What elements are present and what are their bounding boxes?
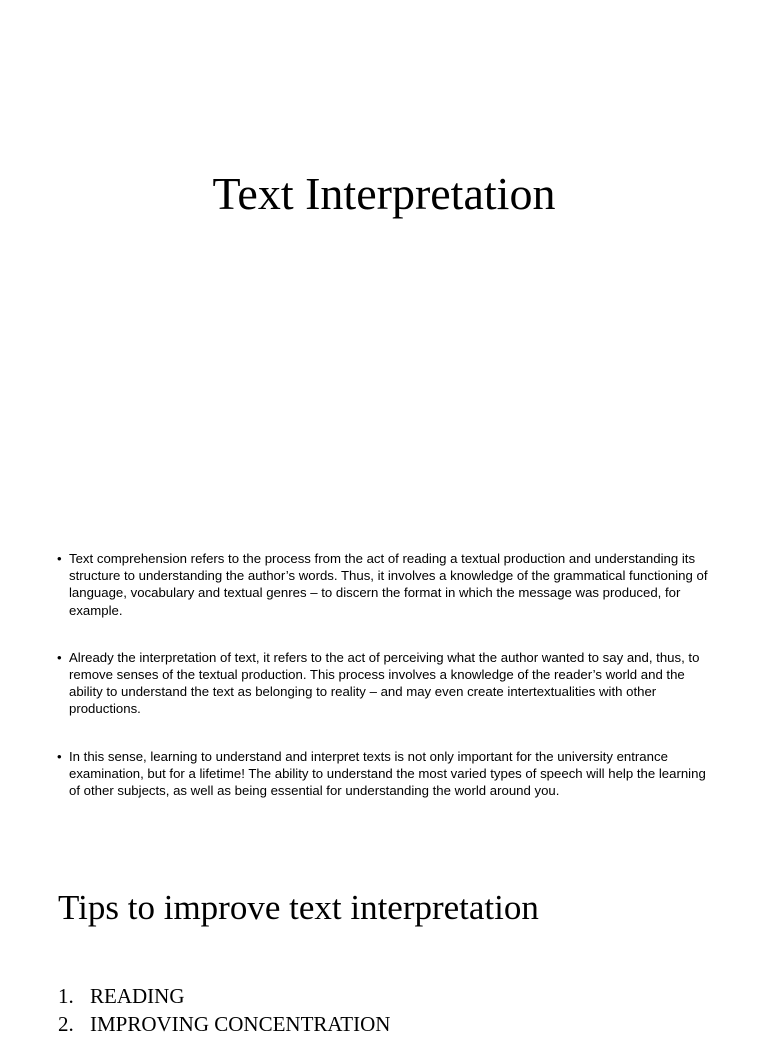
tip-item — [58, 1010, 390, 1038]
slide-title: Text Interpretation — [212, 168, 556, 219]
bullet-text: Text comprehension refers to the process from the act of reading a textual production and understanding its structure to understanding the author’s words. Thus, it involves a knowledge of the grammatical functioning of language, vocabulary and textual genres – to discern the format in which the message was produced, for example. — [69, 551, 708, 618]
tip-item — [58, 982, 390, 1010]
tip-number: 1. — [58, 984, 74, 1008]
bullet-marker: • — [57, 748, 62, 764]
tips-list — [58, 982, 390, 1038]
bullet-text: Already the interpretation of text, it refers to the act of perceiving what the author wanted to say and, thus, to remove senses of the textual production. This process involves a knowledge of the reader’s world and the ability to understand the text as belonging to reality – and may even create intertextualities with other productions. — [69, 649, 700, 717]
bullet-list — [56, 550, 716, 829]
bullet-text: In this sense, learning to understand and interpret texts is not only important for the university entrance examination, but for a lifetime! The ability to understand the most varied types of speech will help the learning of other subjects, as well as being essential for understanding the world around you. — [69, 748, 706, 799]
bullet-item — [56, 649, 716, 718]
tip-number: 2. — [58, 1012, 74, 1036]
bullet-item — [56, 550, 716, 619]
bullet-item — [56, 748, 716, 800]
tip-label: IMPROVING CONCENTRATION — [90, 1012, 391, 1036]
tip-label: READING — [90, 984, 185, 1008]
section-heading: Tips to improve text interpretation — [58, 888, 539, 927]
bullet-marker: • — [57, 649, 62, 665]
bullet-marker: • — [57, 551, 62, 566]
